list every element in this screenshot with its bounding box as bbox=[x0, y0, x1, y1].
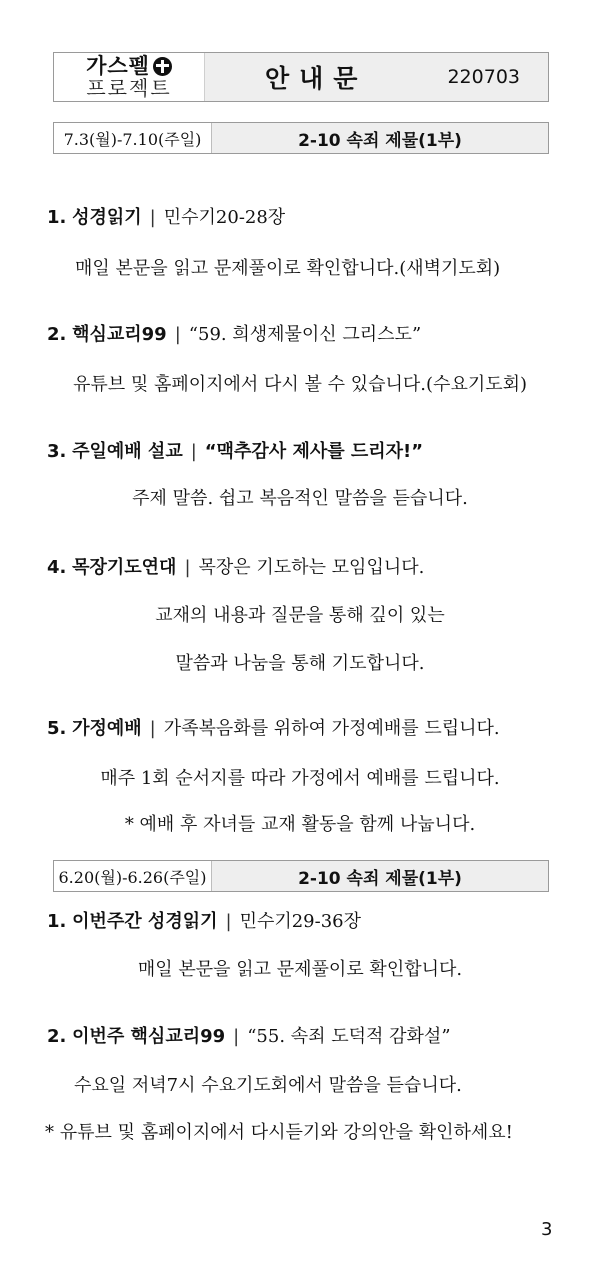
item-weekly-bible-reading: 1. 이번주간 성경읽기 | 민수기29-36장 bbox=[47, 911, 362, 932]
item-text: 목장은 기도하는 모임입니다. bbox=[198, 557, 425, 578]
document-code: 220703 bbox=[447, 66, 520, 88]
item-title: 목장기도연대 bbox=[72, 557, 177, 578]
item-weekly-core-doctrine: 2. 이번주 핵심교리99 | “55. 속죄 도덕적 감화설” bbox=[47, 1026, 451, 1047]
item-text: “55. 속죄 도덕적 감화설” bbox=[247, 1026, 451, 1047]
page-number: 3 bbox=[541, 1219, 553, 1240]
item-line: 유튜브 및 홈페이지에서 다시 볼 수 있습니다.(수요기도회) bbox=[73, 374, 528, 395]
item-text: 가족복음화를 위하여 가정예배를 드립니다. bbox=[163, 718, 500, 739]
item-line: * 유튜브 및 홈페이지에서 다시듣기와 강의안을 확인하세요! bbox=[45, 1122, 513, 1143]
item-line: 주제 말씀. 쉽고 복음적인 말씀을 듣습니다. bbox=[132, 488, 468, 509]
item-family-worship: 5. 가정예배 | 가족복음화를 위하여 가정예배를 드립니다. bbox=[47, 718, 500, 739]
item-core-doctrine: 2. 핵심교리99 | “59. 희생제물이신 그리스도” bbox=[47, 324, 422, 345]
item-title: 성경읽기 bbox=[72, 207, 142, 228]
item-number: 5. bbox=[47, 718, 67, 739]
item-number: 2. bbox=[47, 1026, 67, 1047]
item-line: 교재의 내용과 질문을 통해 깊이 있는 bbox=[155, 605, 445, 626]
item-line: 매주 1회 순서지를 따라 가정에서 예배를 드립니다. bbox=[100, 768, 500, 789]
item-line: * 예배 후 자녀들 교재 활동을 함께 나눕니다. bbox=[124, 814, 476, 835]
item-sermon: 3. 주일예배 설교 | “맥추감사 제사를 드리자!” bbox=[47, 441, 424, 462]
item-text: 민수기20-28장 bbox=[163, 207, 286, 228]
item-number: 1. bbox=[47, 207, 67, 228]
item-line: 매일 본문을 읽고 문제풀이로 확인합니다.(새벽기도회) bbox=[75, 258, 501, 279]
item-number: 4. bbox=[47, 557, 67, 578]
week-bar-2 bbox=[53, 860, 549, 892]
lesson-title: 2-10 속죄 제물(1부) bbox=[212, 861, 548, 891]
item-number: 2. bbox=[47, 324, 67, 345]
item-line: 매일 본문을 읽고 문제풀이로 확인합니다. bbox=[137, 959, 463, 980]
item-title: 이번주간 성경읽기 bbox=[72, 911, 218, 932]
week-date: 7.3(월)-7.10(주일) bbox=[54, 123, 212, 153]
cross-icon bbox=[153, 57, 172, 76]
week-bar-1 bbox=[53, 122, 549, 154]
logo-line1: 가스펠 bbox=[86, 54, 150, 78]
item-prayer-group: 4. 목장기도연대 | 목장은 기도하는 모임입니다. bbox=[47, 557, 425, 578]
item-bible-reading: 1. 성경읽기 | 민수기20-28장 bbox=[47, 207, 286, 228]
header-box bbox=[53, 52, 549, 102]
item-number: 1. bbox=[47, 911, 67, 932]
item-title: 가정예배 bbox=[72, 718, 142, 739]
item-number: 3. bbox=[47, 441, 67, 462]
item-text: “맥추감사 제사를 드리자!” bbox=[204, 441, 424, 462]
item-title: 핵심교리99 bbox=[72, 324, 167, 345]
gospel-project-logo bbox=[54, 53, 204, 101]
item-title: 주일예배 설교 bbox=[72, 441, 183, 462]
lesson-title: 2-10 속죄 제물(1부) bbox=[212, 123, 548, 153]
item-text: “59. 희생제물이신 그리스도” bbox=[188, 324, 422, 345]
item-text: 민수기29-36장 bbox=[239, 911, 362, 932]
item-line: 말씀과 나눔을 통해 기도합니다. bbox=[175, 653, 425, 674]
week-date: 6.20(월)-6.26(주일) bbox=[54, 861, 212, 891]
item-line: 수요일 저녁7시 수요기도회에서 말씀을 듣습니다. bbox=[74, 1075, 462, 1096]
item-title: 이번주 핵심교리99 bbox=[72, 1026, 226, 1047]
page-title: 안내문 bbox=[265, 64, 368, 93]
header-title-area bbox=[204, 53, 548, 101]
logo-line2: 프로젝트 bbox=[86, 76, 172, 100]
